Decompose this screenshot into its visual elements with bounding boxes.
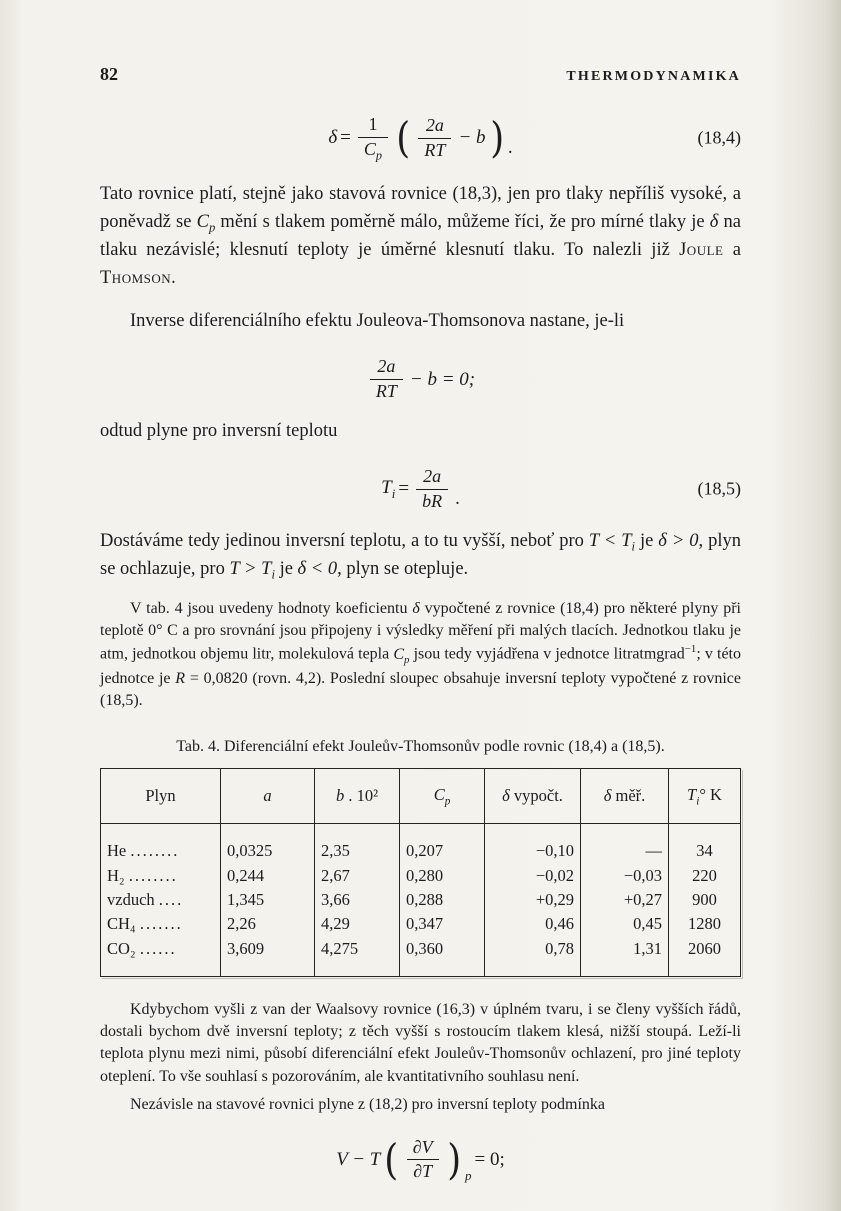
fraction-denominator: bR — [422, 490, 443, 511]
fraction-numerator: 2a — [370, 355, 403, 380]
eq-number-18-4: (18,4) — [697, 127, 741, 148]
table-row — [101, 824, 741, 864]
table-header-row — [101, 769, 741, 824]
math-rest: = 0; — [474, 1148, 505, 1170]
cell-gas-name: He ........ — [101, 824, 221, 864]
cell-cp: 0,288 — [400, 888, 485, 912]
table-row — [101, 864, 741, 888]
math-delta: δ — [709, 211, 719, 232]
paragraph-odtud: odtud plyne pro inversní teplotu — [100, 420, 338, 441]
paragraph-tab4-note: V tab. 4 jsou uvedeny hodnoty koeficientu δ vypočtené z rovnice (18,4) pro některé plyny při teplotě 0° C a pro srovnání jsou připojeny i výsledky měření při malých tlacích. Jednotkou tlaku je atm, jednotkou objemu litr, molekulová tepla $C_p$ jsou tedy vyjádřena v jednotce litratmgrad$^{-1}$; v této jednotce je R = 0,0820 (rovn. 4,2). Poslední sloupec obsahuje inversní teploty vypočtené z rovnice (18,5). — [100, 600, 742, 709]
column-header-delta-calc: δ vypočt. — [485, 769, 581, 824]
table-row — [101, 912, 741, 936]
column-header-a: a — [221, 769, 315, 824]
dot-leader: ........ — [130, 841, 180, 861]
dot-leader: ...... — [139, 938, 177, 958]
cell-gas-name: vzduch .... — [101, 888, 221, 912]
cell-cp: 0,207 — [400, 824, 485, 864]
math-delta: δ — [412, 600, 420, 618]
equation-period: . — [507, 137, 513, 159]
cell-b: 2,67 — [315, 864, 400, 888]
fraction-2a-over-rt — [418, 114, 451, 163]
fraction-denominator: RT — [375, 381, 397, 402]
close-paren: ) — [489, 113, 504, 163]
paragraph-dostavame: Dostáváme tedy jedinou inversní teplotu, a to tu vyšší, neboť pro $T < T_i$ je δ > 0, plyn se ochlazuje, pro $T > T_i$ je δ < 0, plyn se otepluje. — [100, 530, 741, 582]
cell-ti: 1280 — [688, 914, 721, 934]
open-paren: ( — [384, 1135, 399, 1184]
cell-delta-calc: −0,10 — [485, 824, 581, 864]
fraction-denominator: ∂T — [413, 1161, 433, 1182]
equation-18-4 — [100, 113, 741, 163]
cell-delta-meas: +0,27 — [581, 888, 669, 912]
math-delta-gt-0: δ > 0 — [658, 530, 699, 551]
table-4 — [100, 768, 741, 977]
math-equals: = — [398, 478, 410, 500]
close-paren: ) — [446, 1135, 461, 1184]
cell-delta-meas: −0,03 — [581, 864, 669, 888]
cell-ti: 34 — [696, 841, 713, 861]
dot-leader: ........ — [128, 865, 178, 885]
fraction-denominator: RT — [424, 139, 446, 160]
equation-inversion-condition — [100, 355, 741, 404]
cell-a: 0,0325 — [221, 824, 315, 864]
math-v-minus-t: V − T — [336, 1148, 381, 1170]
cell-ti: 220 — [692, 865, 717, 885]
math-minus-b: − b — [458, 127, 486, 149]
equation-body — [366, 355, 475, 404]
fraction-2a-over-br — [416, 465, 448, 514]
cell-delta-calc: +0,29 — [485, 888, 581, 912]
cell-b: 4,275 — [315, 937, 400, 977]
column-header-plyn: Plyn — [101, 769, 221, 824]
cell-b: 2,35 — [315, 824, 400, 864]
eq-number-18-5: (18,5) — [697, 478, 741, 499]
dot-leader: ....... — [139, 914, 183, 934]
fraction-1-over-cp — [358, 113, 388, 163]
table-row — [101, 937, 741, 977]
cell-delta-meas: — — [581, 824, 669, 864]
page-header — [100, 64, 741, 85]
cell-a: 2,26 — [221, 912, 315, 936]
column-header-cp: $C_p$ — [400, 769, 485, 824]
math-r: R — [175, 669, 186, 687]
table-row — [101, 888, 741, 912]
cell-gas-name: CH₄ ....... — [101, 912, 221, 936]
math-cp: $C_p$ — [196, 211, 216, 235]
math-superscript-minus-1: −1 — [684, 643, 697, 656]
cell-delta-meas: 1,31 — [581, 937, 669, 977]
cell-a: 0,244 — [221, 864, 315, 888]
math-cp: $C_p$ — [393, 645, 410, 666]
equation-final-body — [336, 1136, 505, 1185]
math-t-lt-ti: $T < T_i$ — [588, 530, 635, 554]
paragraph-inverse: Inverse diferenciálního efektu Jouleova-Thomsonova nastane, je-li — [130, 310, 625, 331]
paragraph-nezavisle: Nezávisle na stavové rovnici plyne z (18,2) pro inversní teploty podmínka — [130, 1095, 605, 1113]
column-header-b: b . 10² — [315, 769, 400, 824]
cell-delta-calc: −0,02 — [485, 864, 581, 888]
equation-18-4-body — [328, 113, 512, 163]
fraction-2a-over-rt — [370, 355, 403, 404]
equation-final — [100, 1136, 741, 1185]
name-thomson: Thomson — [100, 267, 172, 288]
cell-b: 3,66 — [315, 888, 400, 912]
cell-ti: 900 — [692, 889, 717, 909]
cell-a: 1,345 — [221, 888, 315, 912]
cell-cp: 0,360 — [400, 937, 485, 977]
page-number: 82 — [100, 64, 118, 84]
math-t-gt-ti: $T > T_i$ — [229, 558, 275, 582]
column-header-delta-meas: δ měř. — [581, 769, 669, 824]
math-ti: $T_i$ — [381, 477, 396, 501]
open-paren: ( — [396, 113, 411, 163]
math-subscript-p: p — [465, 1168, 472, 1184]
table-caption: Tab. 4. Diferenciální efekt Jouleův-Thomsonův podle rovnic (18,4) a (18,5). — [176, 738, 665, 756]
fraction-numerator: ∂V — [407, 1136, 439, 1161]
cell-delta-calc: 0,78 — [485, 937, 581, 977]
cell-delta-meas: 0,45 — [581, 912, 669, 936]
cell-a: 3,609 — [221, 937, 315, 977]
cell-gas-name: CO₂ ...... — [101, 937, 221, 977]
math-rest: − b = 0; — [409, 368, 476, 390]
equation-18-5-body — [381, 465, 460, 514]
fraction-denominator: $C_p$ — [363, 138, 383, 163]
math-delta: δ — [328, 127, 338, 149]
cell-delta-calc: 0,46 — [485, 912, 581, 936]
column-header-ti: $T_i^\circ$ K — [669, 769, 741, 824]
math-delta-lt-0: δ < 0 — [297, 558, 338, 579]
dot-leader: .... — [158, 889, 184, 909]
cell-gas-name: H₂ ........ — [101, 864, 221, 888]
equation-period: . — [455, 487, 460, 509]
fraction-numerator: 2a — [416, 465, 448, 490]
fraction-numerator: 2a — [418, 114, 451, 139]
cell-cp: 0,347 — [400, 912, 485, 936]
cell-cp: 0,280 — [400, 864, 485, 888]
paragraph-kdybychom: Kdybychom vyšli z van der Waalsovy rovnice (16,3) v úplném tvaru, i se členy vyšších řádů, dostali bychom dvě inversní teploty; z těch vyšší s rostoucím tlakem klesá, nižší stoupá. Leží-li teplota plynu mezi nimi, působí diferenciální efekt Jouleův-Thomsonův ochlazení, pro jiné teploty oteplení. To vše souhlasí s pozorováním, ale kvantitativního souhlasu není. — [100, 1001, 741, 1085]
cell-ti: 2060 — [688, 938, 721, 958]
name-joule: Joule — [679, 240, 724, 261]
fraction-numerator: 1 — [358, 113, 388, 138]
cell-b: 4,29 — [315, 912, 400, 936]
running-head: THERMODYNAMIKA — [566, 69, 741, 84]
paragraph-intro: Tato rovnice platí, stejně jako stavová rovnice (18,3), jen pro tlaky nepříliš vysoké, a poněvadž se $C_p$ mění s tlakem poměrně málo, můžeme říci, že pro mírné tlaky je δ na tlaku nezávislé; klesnutí teploty je úměrné klesnutí tlaku. To nalezli již Joule a Thomson. — [100, 184, 741, 288]
equation-18-5 — [100, 465, 741, 514]
fraction-dv-over-dt — [407, 1136, 439, 1185]
math-equals: = — [340, 127, 351, 149]
